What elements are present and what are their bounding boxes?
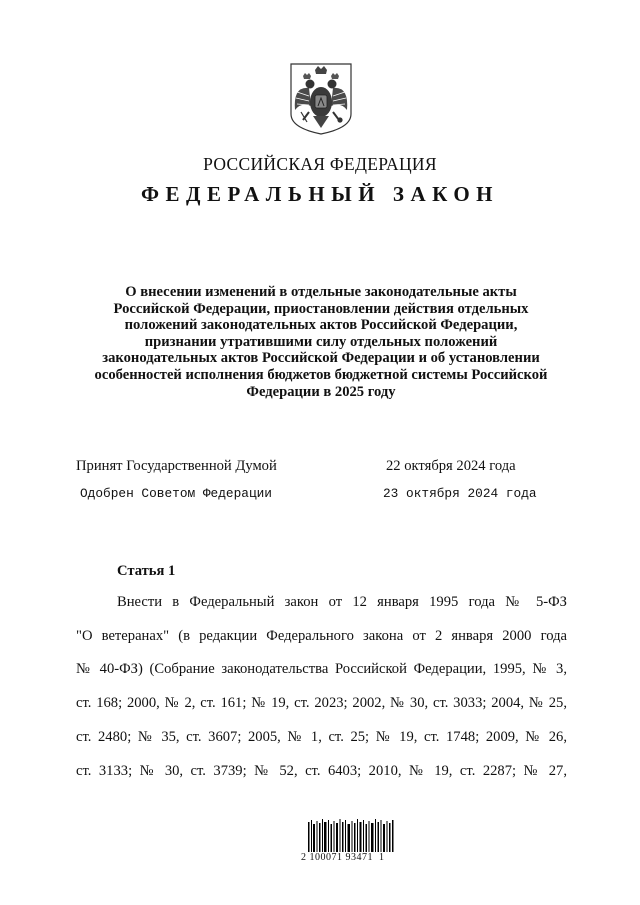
title-line: Российской Федерации, приостановлении действия отдельных bbox=[113, 300, 529, 317]
title-line: Федерации в 2025 году bbox=[246, 383, 396, 400]
barcode-icon bbox=[308, 818, 394, 852]
article-text-line: ст. 3133; № 30, ст. 3739; № 52, ст. 6403; 2010, № 19, ст. 2287; № 27, bbox=[76, 763, 567, 779]
barcode-number: 2 100071 93471 1 bbox=[301, 852, 385, 863]
article-text-line: ст. 2480; № 35, ст. 3607; 2005, № 1, ст. 25; № 19, ст. 1748; 2009, № 26, bbox=[76, 729, 567, 745]
article-text-line: ст. 168; 2000, № 2, ст. 161; № 19, ст. 2023; 2002, № 30, ст. 3033; 2004, № 25, bbox=[76, 695, 567, 711]
law-type-heading: ФЕДЕРАЛЬНЫЙ ЗАКОН bbox=[141, 182, 499, 206]
approved-label: Одобрен Советом Федерации bbox=[80, 486, 272, 501]
article-text-line: № 40-ФЗ) (Собрание законодательства Российской Федерации, 1995, № 3, bbox=[76, 661, 567, 677]
country-name: РОССИЙСКАЯ ФЕДЕРАЦИЯ bbox=[203, 154, 437, 174]
law-title bbox=[80, 284, 562, 400]
title-line: особенностей исполнения бюджетов бюджетной системы Российской bbox=[94, 366, 548, 383]
article-heading: Статья 1 bbox=[117, 563, 176, 579]
adopted-label: Принят Государственной Думой bbox=[76, 458, 277, 474]
title-line: положений законодательных актов Российской Федерации, bbox=[124, 317, 518, 334]
adopted-date: 22 октября 2024 года bbox=[386, 458, 516, 474]
title-line: признании утратившими силу отдельных положений bbox=[144, 333, 498, 350]
coat-of-arms-icon bbox=[289, 62, 353, 136]
article-text-line: "О ветеранах" (в редакции Федерального закона от 2 января 2000 года bbox=[76, 628, 567, 644]
title-line: О внесении изменений в отдельные законодательные акты bbox=[125, 284, 517, 300]
title-line: законодательных актов Российской Федерации и об установлении bbox=[102, 350, 540, 367]
article-text-line: Внести в Федеральный закон от 12 января 1995 года № 5-ФЗ bbox=[117, 594, 567, 610]
approved-date: 23 октября 2024 года bbox=[383, 486, 537, 501]
